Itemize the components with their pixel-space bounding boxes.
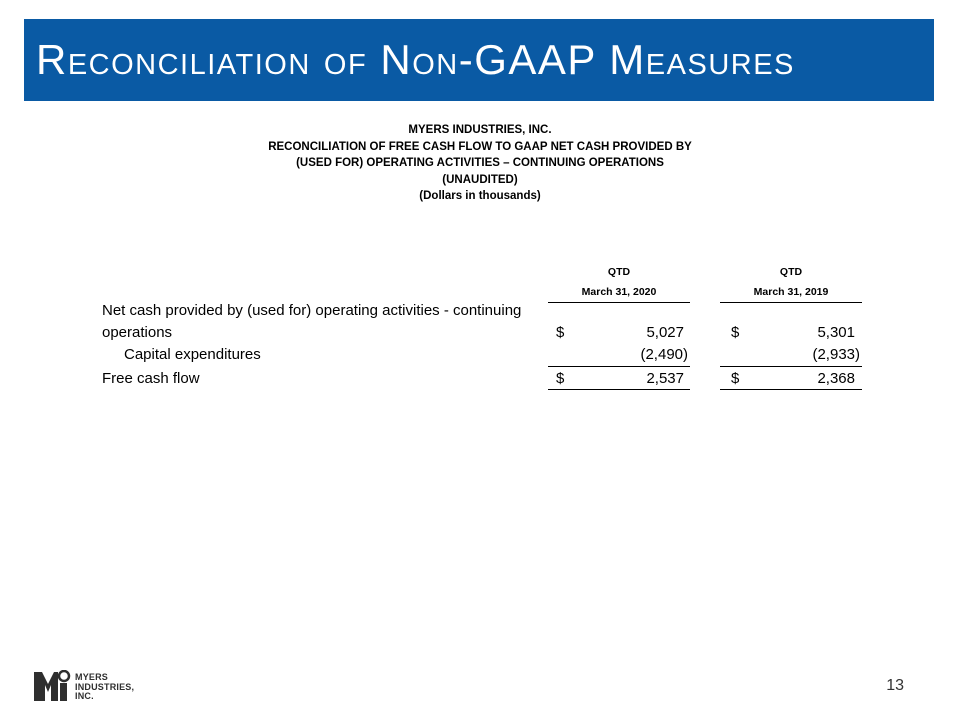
table-heading <box>180 122 780 205</box>
column-date: March 31, 2020 <box>548 285 690 303</box>
currency-symbol: $ <box>556 324 565 341</box>
value-capex-2020: (2,490) <box>640 346 688 363</box>
currency-symbol: $ <box>556 370 565 387</box>
heading-line-4: (UNAUDITED) <box>442 173 518 186</box>
logo-line-2: INDUSTRIES, <box>75 681 135 692</box>
value-free-cash-flow-2019: 2,368 <box>817 370 855 387</box>
total-rule <box>720 389 862 390</box>
page-number: 13 <box>886 677 904 694</box>
myers-logo <box>33 670 153 704</box>
company-name: MYERS INDUSTRIES, INC. <box>408 124 552 136</box>
row-label-capex: Capital expenditures <box>124 346 261 363</box>
total-rule <box>548 389 690 390</box>
value-capex-2019: (2,933) <box>812 346 860 363</box>
currency-symbol: $ <box>731 370 740 387</box>
value-operating-2020: 5,027 <box>646 324 684 341</box>
column-header-2020 <box>548 265 690 303</box>
row-label-free-cash-flow: Free cash flow <box>102 370 200 387</box>
logo-line-1: MYERS <box>75 672 109 682</box>
logo-wordmark <box>75 673 134 702</box>
row-label-operating-line1: Net cash provided by (used for) operating activities - continuing <box>102 302 522 319</box>
myers-m-logo-icon <box>33 670 73 702</box>
heading-line-3: (USED FOR) OPERATING ACTIVITIES – CONTINUING OPERATIONS <box>296 157 664 169</box>
heading-line-2: RECONCILIATION OF FREE CASH FLOW TO GAAP NET CASH PROVIDED BY <box>268 140 692 153</box>
subtotal-rule <box>548 366 690 367</box>
title-banner <box>24 19 934 101</box>
column-period: QTD <box>779 266 803 278</box>
value-operating-2019: 5,301 <box>817 324 855 341</box>
currency-symbol: $ <box>731 324 740 341</box>
heading-line-5: (Dollars in thousands) <box>419 190 541 202</box>
value-free-cash-flow-2020: 2,537 <box>646 370 684 387</box>
subtotal-rule <box>720 366 862 367</box>
row-label-operating-line2: operations <box>102 324 173 341</box>
column-header-2019 <box>720 265 862 303</box>
column-date: March 31, 2019 <box>720 285 862 303</box>
slide-title: Reconciliation of Non-GAAP Measures <box>36 36 795 83</box>
logo-line-3: INC. <box>75 691 94 701</box>
column-period: QTD <box>607 266 631 278</box>
